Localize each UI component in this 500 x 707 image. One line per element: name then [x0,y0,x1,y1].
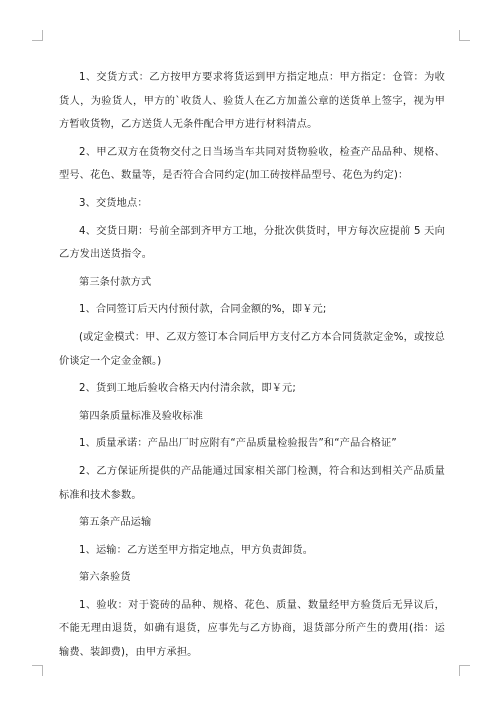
paragraph-quality-guarantee: 2、乙方保证所提供的产品能通过国家相关部门检测，符合和达到相关产品质量标准和技术参数。 [59,465,445,501]
paragraph-acceptance: 1、验收：对于瓷砖的品种、规格、花色、质量、数量经甲方验货后无异议后，不能无理由退货，如确有退货，应事先与乙方协商，退货部分所产生的费用(指：运输费、装卸费)，由甲方承担。 [59,599,445,659]
paragraph-transport: 1、运输：乙方送至甲方指定地点，甲方负责卸货。 [79,544,314,556]
section-heading-payment: 第三条付款方式 [79,276,152,288]
document-body [59,66,445,665]
paragraph-joint-inspection: 2、甲乙双方在货物交付之日当场当车共同对货物验收，检查产品品种、规格、型号、花色、数量等，是否符合合同约定(加工砖按样品型号、花色为约定)： [59,146,445,182]
section-heading-inspection: 第六条验货 [79,572,131,584]
paragraph-advance-payment: 1、合同签订后天内付预付款，合同金额的%，即￥元; [79,304,327,316]
paragraph-delivery-date: 4、交货日期：号前全部到齐甲方工地，分批次供货时，甲方每次应提前 5 天向乙方发出送货指令。 [59,225,445,261]
paragraph-quality-commitment: 1、质量承诺：产品出厂时应附有“产品质量检验报告”和“产品合格证” [79,438,397,450]
paragraph-delivery-location: 3、交货地点： [79,197,148,209]
paragraph-delivery-method: 1、交货方式：乙方按甲方要求将货运到甲方指定地点：甲方指定：仓管：为收货人，为验货人，甲方的`收货人、验货人在乙方加盖公章的送货单上签字，视为甲方暂收货物，乙方送货人无条件配合甲方进行材料清点。 [59,72,445,131]
crop-mark-top-left [32,30,43,41]
section-heading-quality: 第四条质量标准及验收标准 [79,410,204,422]
crop-mark-bottom-left [32,665,43,676]
paragraph-deposit-mode: (或定金模式：甲、乙双方签订本合同后甲方支付乙方本合同货款定金%，或按总价谈定一个定金金额。) [59,331,445,367]
section-heading-transport: 第五条产品运输 [79,517,152,529]
paragraph-balance-payment: 2、货到工地后验收合格天内付清余款，即￥元; [79,383,296,395]
crop-mark-bottom-right [459,665,470,676]
crop-mark-top-right [459,30,470,41]
